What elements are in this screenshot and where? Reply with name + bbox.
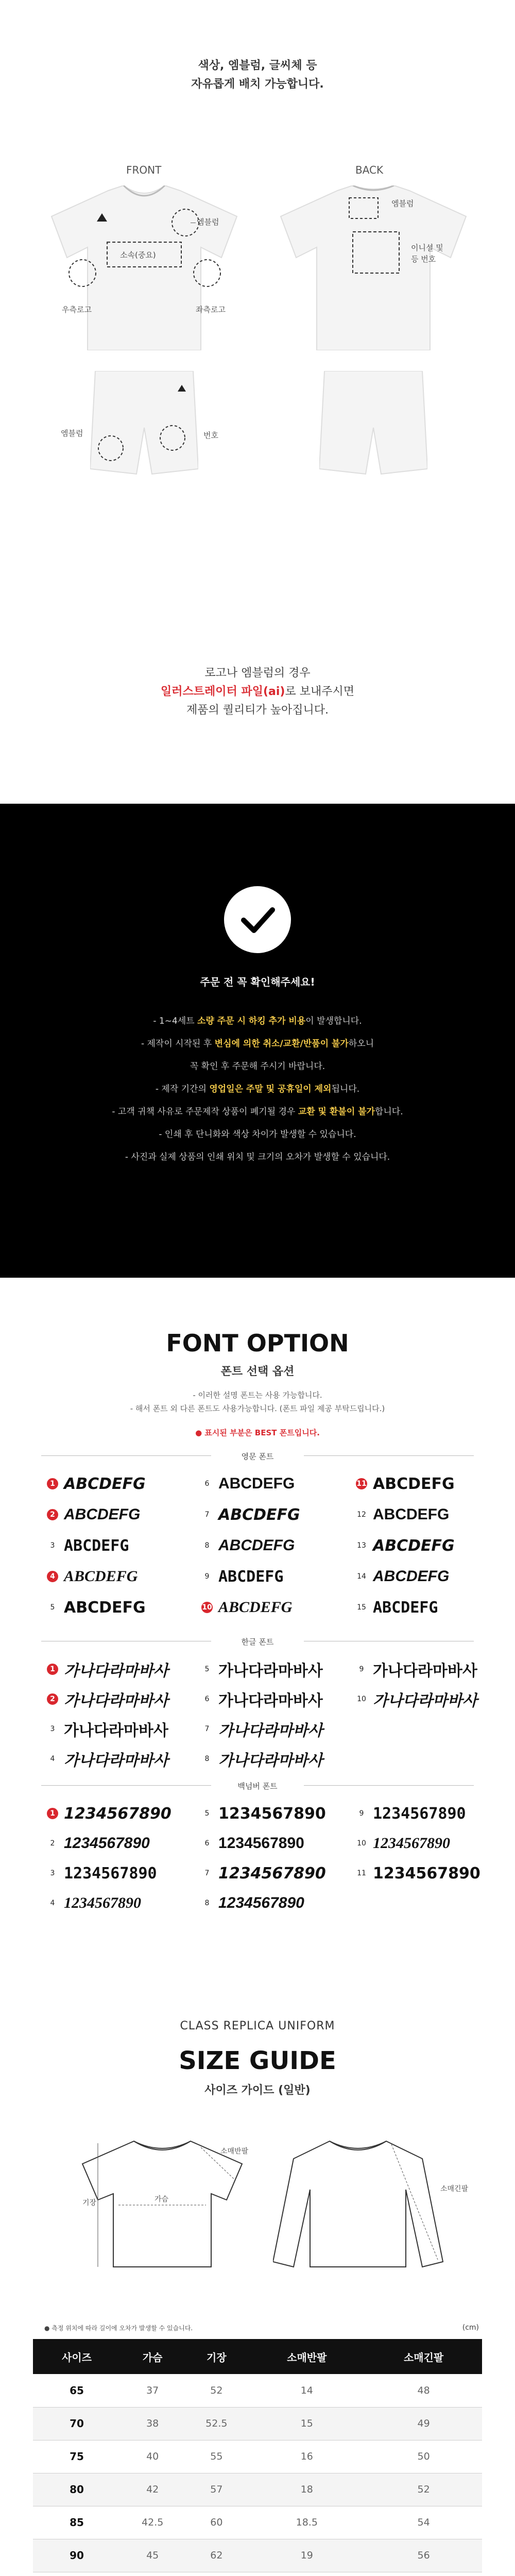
table-cell: 55	[184, 2440, 248, 2473]
font-sample: 가나다라마바사	[373, 1692, 477, 1709]
font-number-badge: 2	[46, 1693, 59, 1705]
table-cell: 19	[248, 2539, 365, 2572]
font-number-badge: 10	[355, 1837, 368, 1850]
ai-note-accent: 일러스트레이터 파일(ai)	[161, 685, 285, 698]
table-cell: 38	[121, 2407, 184, 2440]
numbers-font-option	[46, 1833, 201, 1854]
table-cell: 18.5	[248, 2506, 365, 2539]
font-sample: 가나다라마바사	[64, 1752, 168, 1769]
table-header-row	[33, 2339, 482, 2374]
font-number-badge: 1	[46, 1478, 59, 1490]
number-font-label: 백넘버 폰트	[237, 1782, 278, 1791]
font-section	[0, 1278, 515, 1989]
font-sample: 1234567890	[64, 1804, 171, 1823]
font-sample: 1234567890	[373, 1864, 480, 1883]
notice-item-pre: - 사진과 실제 상품의 인쇄 위치 및 크기의 오차가 발생할 수 있습니다.	[125, 1152, 390, 1162]
font-sample: 1234567890	[218, 1864, 326, 1883]
front-emblem-label: 엠블럼	[197, 217, 219, 227]
numbers-font-option	[355, 1803, 510, 1824]
font-number-badge: 8	[201, 1539, 213, 1552]
shorts-number-label: 번호	[203, 431, 218, 440]
size-title: SIZE GUIDE	[179, 2046, 336, 2075]
korean-font-option	[201, 1689, 355, 1709]
table-row	[33, 2506, 482, 2539]
table-row	[33, 2572, 482, 2576]
notice-item	[0, 1100, 515, 1123]
font-number-badge: 9	[355, 1663, 368, 1675]
font-number-badge: 8	[201, 1753, 213, 1765]
font-number-badge: 15	[355, 1601, 368, 1614]
size-subtitle: 사이즈 가이드 (일반)	[204, 2084, 311, 2097]
font-number-badge: 5	[201, 1663, 213, 1675]
table-unit: (cm)	[462, 2324, 479, 2332]
english-font-option	[46, 1566, 201, 1587]
sleeve-dim-label: 소매반팔	[220, 2147, 249, 2156]
font-sample: ABCDEFG	[64, 1475, 146, 1493]
font-sample: 가나다라마바사	[373, 1662, 477, 1680]
font-sample: ABCDEFG	[373, 1598, 438, 1617]
korean-font-option	[201, 1659, 355, 1680]
table-cell: 60	[184, 2506, 248, 2539]
table-cell: 90	[33, 2539, 121, 2572]
english-font-option	[355, 1535, 510, 1556]
font-sample: 가나다라마바사	[218, 1662, 323, 1680]
font-sample: 1234567890	[64, 1864, 157, 1883]
font-sample: ABCDEFG	[373, 1568, 450, 1585]
font-number-badge: 11	[355, 1867, 368, 1879]
table-header-cell: 소매반팔	[248, 2339, 365, 2374]
korean-font-option	[355, 1659, 510, 1680]
english-font-option	[201, 1473, 355, 1494]
table-row	[33, 2440, 482, 2473]
ai-note-line-3: 제품의 퀄리티가 높아집니다.	[186, 704, 329, 717]
font-number-badge: 11	[355, 1478, 368, 1490]
font-sample: ABCDEFG	[64, 1536, 129, 1555]
font-sample: 1234567890	[218, 1894, 304, 1911]
font-number-badge: 2	[46, 1509, 59, 1521]
korean-font-option	[46, 1689, 201, 1709]
font-sample: 가나다라마바사	[218, 1692, 323, 1709]
table-cell: 70	[33, 2407, 121, 2440]
table-cell	[33, 2572, 121, 2576]
english-font-option	[355, 1597, 510, 1618]
table-cell: 62	[184, 2539, 248, 2572]
font-number-badge: 4	[46, 1897, 59, 1909]
notice-item-hl: 교환 및 환불이 불가	[298, 1107, 375, 1117]
table-header-cell: 사이즈	[33, 2339, 121, 2374]
notice-item-pre: 꼭 확인 후 주문해 주시기 바랍니다.	[190, 1061, 325, 1072]
front-left-logo-label: 좌측로고	[196, 305, 226, 314]
length-dim-label: 기장	[82, 2199, 97, 2207]
best-font-note: ● 표시된 부분은 BEST 폰트입니다.	[195, 1428, 320, 1437]
english-font-option	[46, 1535, 201, 1556]
table-row	[33, 2539, 482, 2572]
chest-dim-label: 가슴	[154, 2195, 169, 2204]
table-cell: 85	[33, 2506, 121, 2539]
table-cell: 50	[365, 2440, 482, 2473]
korean-font-label: 한글 폰트	[241, 1637, 274, 1647]
long-sleeve-dim-label: 소매긴팔	[440, 2185, 469, 2193]
notice-item-post: 합니다.	[374, 1107, 403, 1117]
size-guide-regular	[0, 1989, 515, 2576]
font-number-badge: 10	[201, 1601, 213, 1614]
notice-item-pre: - 1~4세트	[153, 1016, 198, 1026]
notice-item-hl: 영업일은 주말 및 공휴일이 제외	[209, 1084, 332, 1094]
table-cell: 75	[33, 2440, 121, 2473]
table-header-cell: 가슴	[121, 2339, 184, 2374]
table-header-cell: 기장	[184, 2339, 248, 2374]
ai-note-line-1: 로고나 엠블럼의 경우	[204, 667, 311, 680]
font-number-badge: 3	[46, 1539, 59, 1552]
font-sample: ABCDEFG	[218, 1567, 284, 1586]
english-font-label: 영문 폰트	[241, 1452, 274, 1461]
english-font-option	[201, 1535, 355, 1556]
font-sample: 1234567890	[373, 1835, 450, 1852]
table-cell	[121, 2572, 184, 2576]
font-title: FONT OPTION	[166, 1329, 349, 1357]
font-number-badge: 8	[201, 1897, 213, 1909]
placement-section	[0, 0, 515, 804]
front-right-logo-label: 우측로고	[62, 305, 92, 314]
font-sample: 1234567890	[64, 1835, 150, 1852]
table-cell: 40	[121, 2440, 184, 2473]
notice-item-pre: - 제작이 시작된 후	[141, 1039, 215, 1049]
table-row	[33, 2374, 482, 2407]
notice-item	[0, 1010, 515, 1032]
back-shorts-image	[319, 371, 427, 479]
font-sample: 가나다라마바사	[64, 1692, 168, 1709]
font-sample: ABCDEFG	[64, 1506, 141, 1523]
numbers-font-option	[355, 1863, 510, 1884]
font-number-badge: 3	[46, 1867, 59, 1879]
font-sample: ABCDEFG	[218, 1599, 293, 1616]
korean-font-option	[46, 1659, 201, 1680]
divider	[304, 1455, 474, 1456]
english-font-option	[201, 1504, 355, 1525]
back-label: BACK	[355, 164, 384, 176]
font-sample: 1234567890	[373, 1804, 466, 1823]
table-row	[33, 2407, 482, 2440]
notice-item-pre: - 제작 기간의	[155, 1084, 210, 1094]
font-notes	[0, 1388, 515, 1415]
font-number-badge: 2	[46, 1837, 59, 1850]
font-number-badge: 7	[201, 1723, 213, 1735]
font-number-badge: 6	[201, 1478, 213, 1490]
table-cell: 14	[248, 2374, 365, 2407]
table-cell: 65	[33, 2374, 121, 2407]
notice-item-post: 하오니	[348, 1039, 374, 1049]
english-font-option	[201, 1597, 355, 1618]
notice-item-pre: - 고객 귀책 사유로 주문제작 상품이 폐기될 경우	[112, 1107, 298, 1117]
notice-item-post: 이 발생합니다.	[305, 1016, 362, 1026]
table-cell: 42	[121, 2473, 184, 2506]
short-sleeve-diagram	[77, 2138, 247, 2272]
check-icon	[224, 886, 291, 953]
numbers-font-option	[201, 1863, 355, 1884]
placement-intro	[0, 0, 515, 94]
font-number-badge: 10	[355, 1693, 368, 1705]
font-number-badge: 13	[355, 1539, 368, 1552]
english-font-option	[201, 1566, 355, 1587]
notice-list	[0, 1010, 515, 1168]
english-font-option	[46, 1473, 201, 1494]
numbers-font-option	[46, 1893, 201, 1913]
font-number-badge: 5	[201, 1807, 213, 1820]
font-note-2: - 해서 폰트 외 다른 폰트도 사용가능합니다. (폰트 파일 제공 부탁드립니다.)	[130, 1404, 385, 1413]
english-font-option	[355, 1566, 510, 1587]
table-cell: 52	[365, 2473, 482, 2506]
font-sample: ABCDEFG	[373, 1536, 455, 1555]
intro-line-2: 자유롭게 배치 가능합니다.	[191, 78, 324, 91]
numbers-font-option	[355, 1833, 510, 1854]
front-label: FRONT	[126, 164, 162, 176]
size-table-regular	[33, 2339, 482, 2576]
font-sample: ABCDEFG	[64, 1568, 138, 1585]
font-sample: 가나다라마바사	[218, 1752, 323, 1769]
table-cell: 52	[184, 2374, 248, 2407]
table-cell	[365, 2572, 482, 2576]
table-cell: 57	[184, 2473, 248, 2506]
notice-item	[0, 1055, 515, 1078]
font-number-badge: 5	[46, 1601, 59, 1614]
table-cell: 37	[121, 2374, 184, 2407]
font-number-badge: 3	[46, 1723, 59, 1735]
korean-font-option	[201, 1719, 355, 1739]
font-number-badge: 12	[355, 1509, 368, 1521]
table-cell	[184, 2572, 248, 2576]
font-sample: 가나다라마바사	[64, 1662, 168, 1680]
table-cell: 54	[365, 2506, 482, 2539]
korean-font-option	[46, 1719, 201, 1739]
notice-item-hl: 소량 주문 시 하킹 추가 비용	[197, 1016, 306, 1026]
table-cell: 52.5	[184, 2407, 248, 2440]
table-row	[33, 2473, 482, 2506]
back-emblem-label: 엠블럼	[391, 199, 414, 208]
font-sample: 1234567890	[64, 1894, 141, 1911]
english-font-option	[46, 1597, 201, 1618]
numbers-font-option	[46, 1803, 201, 1824]
font-sample: ABCDEFG	[218, 1537, 295, 1554]
numbers-font-option	[201, 1803, 355, 1824]
font-number-badge: 9	[201, 1570, 213, 1583]
english-font-option	[355, 1473, 510, 1494]
font-sample: 가나다라마바사	[218, 1722, 323, 1740]
back-number-label: 이니셜 및 등 번호	[411, 243, 443, 264]
table-cell: 16	[248, 2440, 365, 2473]
font-subtitle: 폰트 선택 옵션	[220, 1365, 295, 1378]
font-number-badge: 9	[355, 1807, 368, 1820]
notice-item-post: 됩니다.	[331, 1084, 360, 1094]
table-cell: 80	[33, 2473, 121, 2506]
ai-note-rest: 로 보내주시면	[285, 685, 354, 698]
font-number-badge: 6	[201, 1837, 213, 1850]
font-sample: ABCDEFG	[218, 1475, 295, 1492]
font-note-1: - 이러한 설명 폰트는 사용 가능합니다.	[193, 1391, 322, 1400]
intro-line-1: 색상, 엠블럼, 글씨체 등	[198, 59, 317, 72]
korean-font-option	[201, 1749, 355, 1769]
font-sample: ABCDEFG	[373, 1475, 455, 1493]
front-shirt-image	[46, 185, 242, 350]
font-sample: ABCDEFG	[64, 1598, 146, 1617]
notice-title: 주문 전 꼭 확인해주세요!	[200, 976, 315, 988]
english-font-option	[355, 1504, 510, 1525]
table-cell: 18	[248, 2473, 365, 2506]
font-sample: ABCDEFG	[373, 1506, 450, 1523]
back-shirt-image	[276, 185, 471, 350]
korean-font-option	[46, 1749, 201, 1769]
divider	[304, 1785, 474, 1786]
font-number-badge: 1	[46, 1663, 59, 1675]
font-number-badge: 7	[201, 1509, 213, 1521]
table-cell: 42.5	[121, 2506, 184, 2539]
table-cell	[248, 2572, 365, 2576]
font-sample: ABCDEFG	[218, 1505, 300, 1524]
numbers-font-option	[201, 1893, 355, 1913]
font-number-badge: 4	[46, 1753, 59, 1765]
notice-item	[0, 1146, 515, 1168]
numbers-font-option	[46, 1863, 201, 1884]
font-number-badge: 4	[46, 1570, 59, 1583]
notice-item-hl: 변심에 의한 취소/교환/반품이 불가	[214, 1039, 349, 1049]
front-team-label: 소속(중요)	[120, 250, 156, 260]
notice-item-pre: - 인쇄 후 단니화와 색상 차이가 발생할 수 있습니다.	[159, 1129, 356, 1140]
ai-note-line-2	[0, 683, 515, 701]
notice-item	[0, 1078, 515, 1100]
front-shorts-image	[90, 371, 198, 479]
font-sample: 가나다라마바사	[64, 1722, 168, 1740]
font-number-badge: 7	[201, 1867, 213, 1879]
font-number-badge: 1	[46, 1807, 59, 1820]
notice-item	[0, 1032, 515, 1055]
table-header-cell: 소매긴팔	[365, 2339, 482, 2374]
notice-item	[0, 1123, 515, 1146]
english-font-option	[46, 1504, 201, 1525]
numbers-font-option	[201, 1833, 355, 1854]
table-cell: 48	[365, 2374, 482, 2407]
size-top-label: CLASS REPLICA UNIFORM	[180, 2020, 335, 2032]
table-cell: 56	[365, 2539, 482, 2572]
shorts-emblem-label: 엠블럼	[61, 429, 83, 438]
table-cell: 15	[248, 2407, 365, 2440]
notice-section	[0, 804, 515, 1278]
table-note: ● 측정 위치에 따라 길이에 오차가 발생할 수 있습니다.	[44, 2325, 193, 2332]
table-cell: 49	[365, 2407, 482, 2440]
table-cell: 45	[121, 2539, 184, 2572]
long-sleeve-diagram	[273, 2138, 448, 2272]
font-number-badge: 14	[355, 1570, 368, 1583]
korean-font-option	[355, 1689, 510, 1709]
font-sample: 1234567890	[218, 1835, 304, 1852]
font-sample: 1234567890	[218, 1804, 326, 1823]
font-number-badge: 6	[201, 1693, 213, 1705]
